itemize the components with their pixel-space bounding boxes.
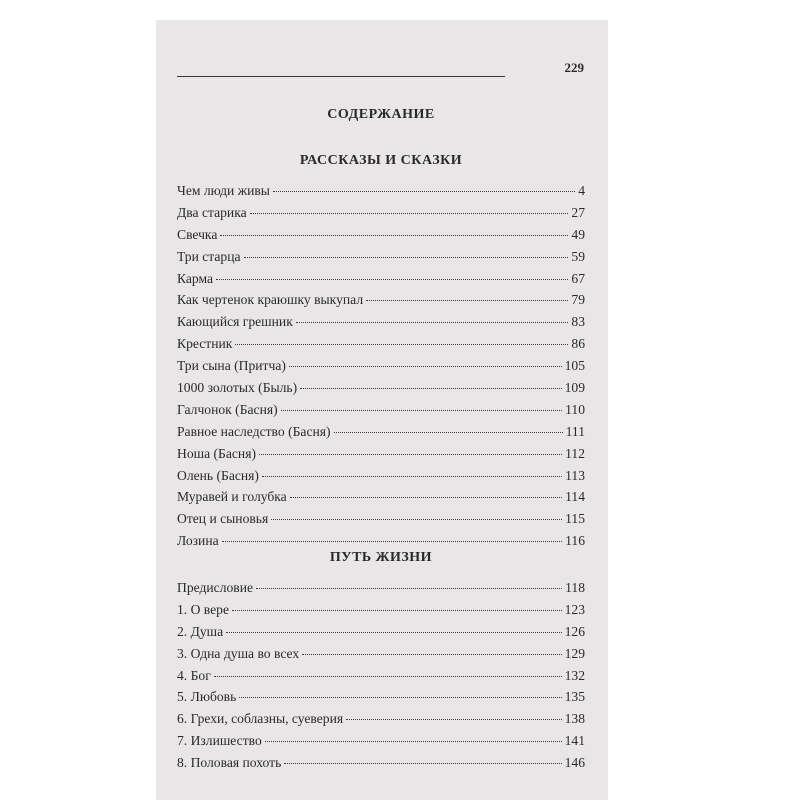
toc-entry xyxy=(177,530,585,552)
toc-entry-page: 67 xyxy=(571,270,585,286)
dot-leader xyxy=(346,719,561,720)
toc-entry-page: 49 xyxy=(571,226,585,242)
toc-entry xyxy=(177,311,585,333)
toc-entry xyxy=(177,443,585,465)
toc-entry-page: 111 xyxy=(565,423,585,439)
dot-leader xyxy=(250,213,569,214)
toc-list-stories xyxy=(177,180,585,552)
toc-entry xyxy=(177,355,585,377)
dot-leader xyxy=(284,763,561,764)
toc-entry xyxy=(177,643,585,665)
dot-leader xyxy=(289,366,562,367)
toc-entry-page: 123 xyxy=(564,601,585,617)
toc-entry-title: Галчонок (Басня) xyxy=(177,401,278,417)
toc-entry xyxy=(177,465,585,487)
dot-leader xyxy=(265,741,562,742)
dot-leader xyxy=(239,697,561,698)
toc-entry-page: 79 xyxy=(571,292,585,308)
dot-leader xyxy=(281,410,562,411)
toc-entry-page: 116 xyxy=(565,533,585,549)
toc-entry xyxy=(177,486,585,508)
dot-leader xyxy=(259,454,562,455)
toc-entry-title: Три сына (Притча) xyxy=(177,358,286,374)
toc-entry xyxy=(177,508,585,530)
toc-entry xyxy=(177,180,585,202)
toc-entry-title: Лозина xyxy=(177,533,219,549)
toc-entry xyxy=(177,686,585,708)
dot-leader xyxy=(273,191,575,192)
toc-entry-title: Кающийся грешник xyxy=(177,314,293,330)
toc-entry-title: Отец и сыновья xyxy=(177,511,269,527)
toc-entry-title: 5. Любовь xyxy=(177,689,237,705)
dot-leader xyxy=(296,322,569,323)
toc-entry xyxy=(177,399,585,421)
toc-entry-title: Муравей и голубка xyxy=(177,489,287,505)
toc-list-path-of-life xyxy=(177,577,585,774)
toc-entry-page: 135 xyxy=(564,689,585,705)
toc-entry-title: 2. Душа xyxy=(177,623,224,639)
dot-leader xyxy=(220,235,568,236)
toc-entry-page: 146 xyxy=(564,755,585,771)
toc-entry-title: Равное наследство (Басня) xyxy=(177,423,331,439)
toc-entry xyxy=(177,665,585,687)
dot-leader xyxy=(256,588,562,589)
toc-entry-page: 114 xyxy=(565,489,585,505)
toc-entry xyxy=(177,752,585,774)
toc-entry-page: 113 xyxy=(565,467,585,483)
toc-entry-page: 115 xyxy=(565,511,585,527)
toc-entry-title: Предисловие xyxy=(177,580,254,595)
dot-leader xyxy=(244,257,569,258)
dot-leader xyxy=(300,388,561,389)
toc-entry-page: 83 xyxy=(571,314,585,330)
toc-entry-title: 7. Излишество xyxy=(177,733,262,749)
toc-entry-title: 6. Грехи, соблазны, суеверия xyxy=(177,711,344,727)
toc-entry-page: 105 xyxy=(564,358,585,374)
toc-entry-title: Олень (Басня) xyxy=(177,467,259,483)
dot-leader xyxy=(214,676,562,677)
toc-entry xyxy=(177,421,585,443)
toc-entry-title: Карма xyxy=(177,270,214,286)
toc-entry xyxy=(177,333,585,355)
toc-entry-title: 8. Половая похоть xyxy=(177,755,282,771)
toc-entry-title: Свечка xyxy=(177,226,218,242)
dot-leader xyxy=(222,541,562,542)
dot-leader xyxy=(290,497,562,498)
toc-entry-page: 141 xyxy=(564,733,585,749)
page-number: 229 xyxy=(564,60,584,75)
toc-entry-title: Два старика xyxy=(177,204,247,220)
dot-leader xyxy=(271,519,562,520)
toc-entry-title: Три старца xyxy=(177,248,241,264)
section-title-path-of-life: ПУТЬ ЖИЗНИ xyxy=(329,550,433,565)
toc-entry-title: 1. О вере xyxy=(177,601,230,617)
toc-entry xyxy=(177,268,585,290)
dot-leader xyxy=(226,632,561,633)
section-title-stories: РАССКАЗЫ И СКАЗКИ xyxy=(299,153,463,168)
contents-title: СОДЕРЖАНИЕ xyxy=(327,107,435,122)
toc-entry xyxy=(177,289,585,311)
dot-leader xyxy=(366,300,568,301)
toc-entry xyxy=(177,730,585,752)
toc-entry-page: 132 xyxy=(564,667,585,683)
toc-entry-page: 27 xyxy=(571,204,585,220)
dot-leader xyxy=(235,344,568,345)
toc-entry-title: Чем люди живы xyxy=(177,183,270,198)
dot-leader xyxy=(334,432,563,433)
toc-entry-page: 126 xyxy=(564,623,585,639)
dot-leader xyxy=(262,476,562,477)
dot-leader xyxy=(232,610,562,611)
toc-entry-page: 138 xyxy=(564,711,585,727)
toc-entry xyxy=(177,377,585,399)
toc-entry-page: 110 xyxy=(565,401,585,417)
toc-entry xyxy=(177,599,585,621)
toc-entry-title: 3. Одна душа во всех xyxy=(177,645,300,661)
toc-entry-page: 112 xyxy=(565,445,585,461)
toc-entry xyxy=(177,202,585,224)
toc-entry-page: 86 xyxy=(571,336,585,352)
toc-entry-page: 118 xyxy=(565,580,585,595)
toc-entry xyxy=(177,246,585,268)
toc-entry-title: 1000 золотых (Быль) xyxy=(177,380,298,396)
toc-entry-title: Как чертенок краюшку выкупал xyxy=(177,292,364,308)
toc-entry-title: 4. Бог xyxy=(177,667,211,683)
toc-entry xyxy=(177,621,585,643)
toc-entry-page: 59 xyxy=(571,248,585,264)
toc-entry xyxy=(177,708,585,730)
toc-entry-page: 4 xyxy=(578,183,585,198)
toc-entry xyxy=(177,577,585,599)
header-rule xyxy=(177,76,505,77)
dot-leader xyxy=(216,279,568,280)
toc-entry-title: Крестник xyxy=(177,336,233,352)
toc-entry-page: 129 xyxy=(564,645,585,661)
dot-leader xyxy=(302,654,561,655)
toc-entry-title: Ноша (Басня) xyxy=(177,445,256,461)
toc-entry-page: 109 xyxy=(564,380,585,396)
toc-entry xyxy=(177,224,585,246)
